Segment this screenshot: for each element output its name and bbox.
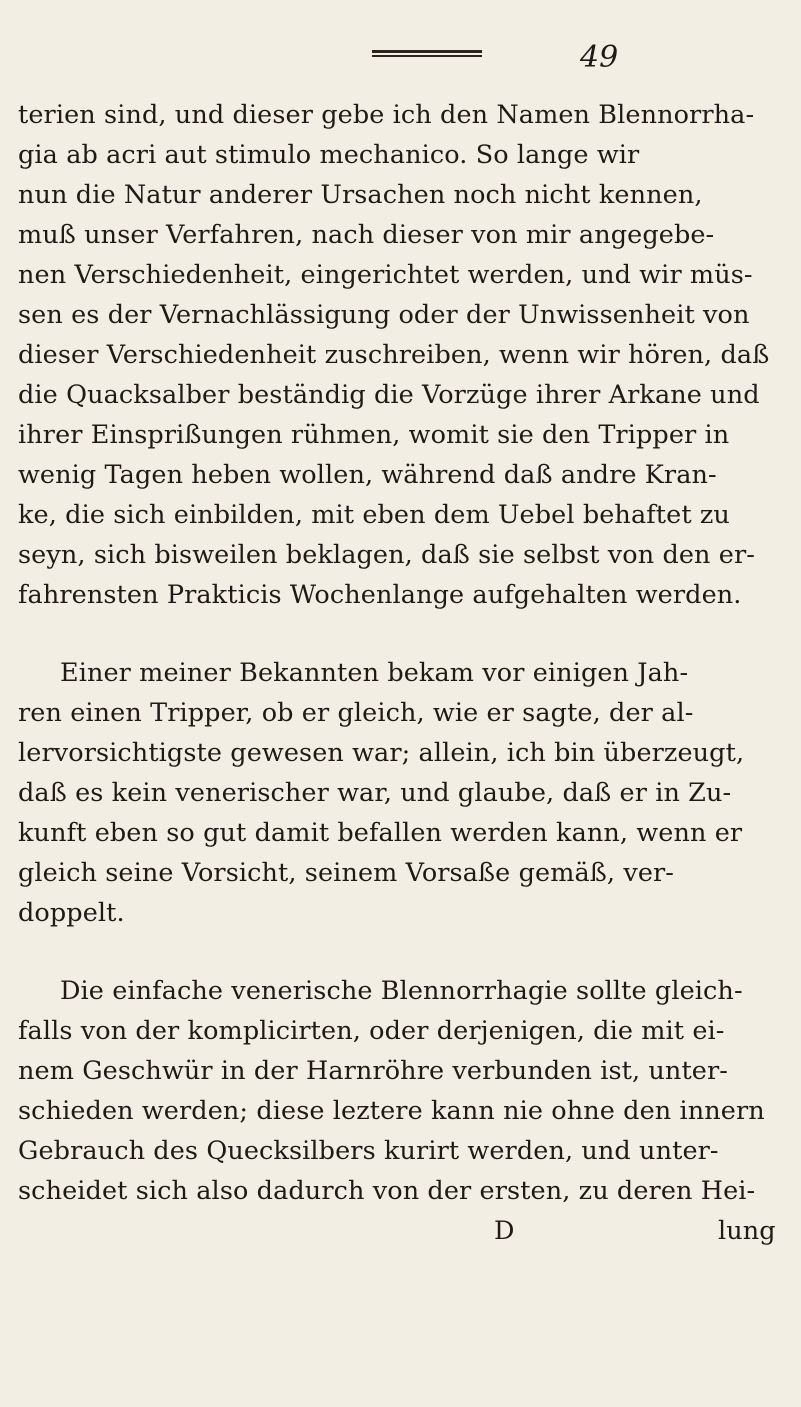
page-number: 49	[580, 40, 619, 75]
text-line: doppelt.	[18, 898, 125, 928]
text-line: falls von der komplicirten, oder derjenigen, die mit ei-	[18, 1016, 725, 1046]
page-header	[0, 38, 801, 78]
text-line: gia ab acri aut stimulo mechanico. So lange wir	[18, 140, 640, 170]
header-rule	[372, 50, 482, 57]
text-line: Die einfache venerische Blennorrhagie sollte gleich-	[60, 976, 743, 1006]
text-line: kunft eben so gut damit befallen werden kann, wenn er	[18, 818, 743, 848]
text-line: daß es kein venerischer war, und glaube, daß er in Zu-	[18, 778, 732, 808]
text-line: seyn, sich bisweilen beklagen, daß sie selbst von den er-	[18, 540, 755, 570]
text-line: ihrer Einsprißungen rühmen, womit sie den Tripper in	[18, 420, 730, 450]
catchword: lung	[718, 1216, 776, 1246]
paragraph-gap	[18, 615, 788, 653]
text-line: wenig Tagen heben wollen, während daß andre Kran-	[18, 460, 717, 490]
text-line: fahrensten Prakticis Wochenlange aufgehalten werden.	[18, 580, 742, 610]
text-line: dieser Verschiedenheit zuschreiben, wenn wir hören, daß	[18, 340, 770, 370]
paragraph-gap	[18, 933, 788, 971]
text-line: muß unser Verfahren, nach dieser von mir angegebe-	[18, 220, 715, 250]
text-line: nen Verschiedenheit, eingerichtet werden, und wir müs-	[18, 260, 753, 290]
text-line: schieden werden; diese leztere kann nie ohne den innern	[18, 1096, 765, 1126]
text-line: Gebrauch des Quecksilbers kurirt werden, und unter-	[18, 1136, 719, 1166]
text-line: sen es der Vernachlässigung oder der Unwissenheit von	[18, 300, 750, 330]
text-line: nun die Natur anderer Ursachen noch nicht kennen,	[18, 180, 703, 210]
catchword-row	[18, 1211, 788, 1251]
text-line: ke, die sich einbilden, mit eben dem Uebel behaftet zu	[18, 500, 730, 530]
text-line: die Quacksalber beständig die Vorzüge ihrer Arkane und	[18, 380, 760, 410]
signature-mark: D	[494, 1216, 515, 1246]
text-line: Einer meiner Bekannten bekam vor einigen Jah-	[60, 658, 689, 688]
text-line: lervorsichtigste gewesen war; allein, ich bin überzeugt,	[18, 738, 745, 768]
text-line: terien sind, und dieser gebe ich den Namen Blennorrha-	[18, 100, 755, 130]
text-line: nem Geschwür in der Harnröhre verbunden ist, unter-	[18, 1056, 728, 1086]
text-line: gleich seine Vorsicht, seinem Vorsaße gemäß, ver-	[18, 858, 675, 888]
text-line: scheidet sich also dadurch von der ersten, zu deren Hei-	[18, 1176, 756, 1206]
text-line: ren einen Tripper, ob er gleich, wie er sagte, der al-	[18, 698, 694, 728]
body-text	[18, 95, 788, 1251]
